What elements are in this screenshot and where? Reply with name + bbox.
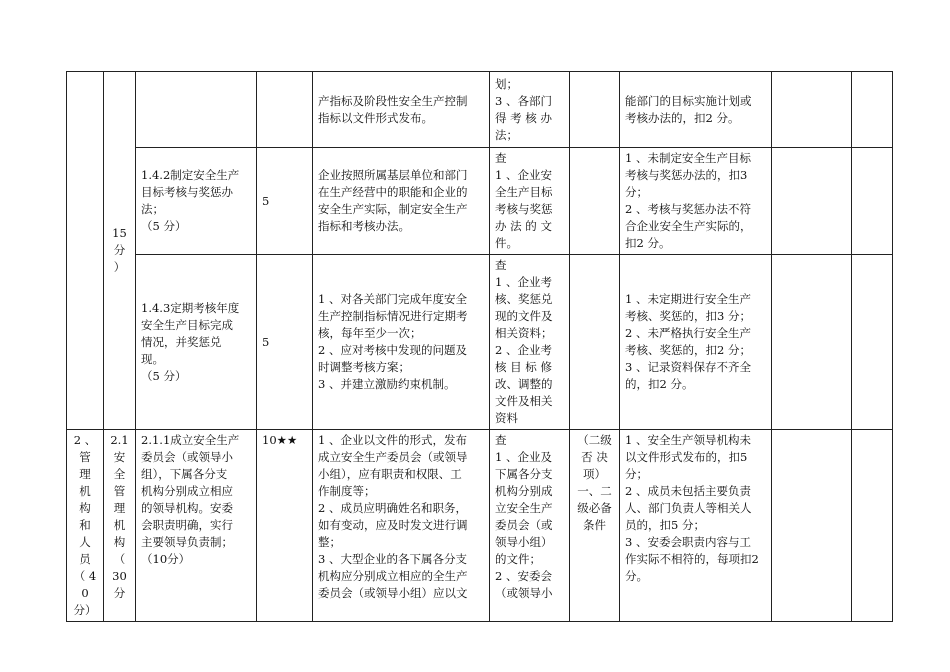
blank-cell <box>852 72 893 148</box>
item-cell: 1.4.3定期考核年度 安全生产目标完成 情况，并奖惩兑 现。 （5 分） <box>136 255 257 430</box>
table-row <box>67 72 893 148</box>
subsection-score-cell: 15 分 ） <box>104 72 136 430</box>
standard-table <box>66 71 893 622</box>
note-cell <box>570 255 620 430</box>
scoring-cell: 1 、安全生产领导机构未 以文件形式发布的，扣5 分； 2 、成员未包括主要负责 人、部门负责人等相关人 员的，扣5 分； 3 、安委会职责内容与工 作实际不相符的，每项扣2 分。 <box>620 430 772 622</box>
scoring-cell: 1 、未定期进行安全生产 考核、奖惩的，扣3 分； 2 、未严格执行安全生产 考核、奖惩的，扣2 分； 3 、记录资料保存不齐全 的，扣2 分。 <box>620 255 772 430</box>
method-cell: 查 1 、企业考 核、奖惩兑 现的文件及 相关资料； 2 、企业考 核 目 标 修 改、调整的 文件及相关 资料 <box>490 255 570 430</box>
star-score: 10★★ <box>262 433 298 447</box>
method-cell: 查 1 、企业安 全生产目标 考核与奖惩 办 法 的 文 件。 <box>490 148 570 255</box>
table-row <box>67 430 893 622</box>
score-cell: 5 <box>257 148 313 255</box>
score-cell <box>257 72 313 148</box>
score-cell <box>257 430 313 622</box>
content-cell: 企业按照所属基层单位和部门 在生产经营中的职能和企业的 安全生产实际，制定安全生产 指标和考核办法。 <box>313 148 490 255</box>
content-cell: 产指标及阶段性安全生产控制 指标以文件形式发布。 <box>313 72 490 148</box>
content-cell: 1 、企业以文件的形式，发布 成立安全生产委员会（或领导 小组），应有职责和权限、工 作制度等； 2 、成员应明确姓名和职务， 如有变动，应及时发文进行调 整； 3 、大型企业的各下属各分支 机构应分别成立相应的全生产 委员会（或领导小组）应以文 <box>313 430 490 622</box>
blank-cell <box>772 255 852 430</box>
note-cell <box>570 72 620 148</box>
subsection-cell: 2.1 安全 管理 机构 （ 30 分 <box>104 430 136 622</box>
blank-cell <box>772 148 852 255</box>
scoring-cell: 1 、未制定安全生产目标 考核与奖惩办法的，扣3 分； 2 、考核与奖惩办法不符 合企业安全生产实际的， 扣2 分。 <box>620 148 772 255</box>
blank-cell <box>852 430 893 622</box>
blank-cell <box>852 255 893 430</box>
note-cell: （二级 否 决 项） 一、二 级必备 条件 <box>570 430 620 622</box>
blank-cell <box>772 430 852 622</box>
method-cell: 划； 3 、各部门 得 考 核 办 法； <box>490 72 570 148</box>
table-row <box>67 255 893 430</box>
blank-cell <box>852 148 893 255</box>
item-cell <box>136 72 257 148</box>
content-cell: 1 、对各关部门完成年度安全 生产控制指标情况进行定期考 核，每年至少一次； 2 、应对考核中发现的问题及 时调整考核方案； 3 、并建立激励约束机制。 <box>313 255 490 430</box>
score-cell: 5 <box>257 255 313 430</box>
method-cell: 查 1 、企业及 下属各分支 机构分别成 立安全生产 委员会（或 领导小组） 的文件； 2 、安委会 （或领导小 <box>490 430 570 622</box>
item-cell: 2.1.1成立安全生产 委员会（或领导小 组），下属各分支 机构分别成立相应 的领导机构。安委 会职责明确，实行 主要领导负责制； （10分） <box>136 430 257 622</box>
section-cell-blank <box>67 72 104 430</box>
section-cell: 2 、 管 理 机 构 和 人 员 （ 40 分） <box>67 430 104 622</box>
note-cell <box>570 148 620 255</box>
blank-cell <box>772 72 852 148</box>
item-cell: 1.4.2制定安全生产 目标考核与奖惩办 法； （5 分） <box>136 148 257 255</box>
scoring-cell: 能部门的目标实施计划或 考核办法的，扣2 分。 <box>620 72 772 148</box>
table-row <box>67 148 893 255</box>
